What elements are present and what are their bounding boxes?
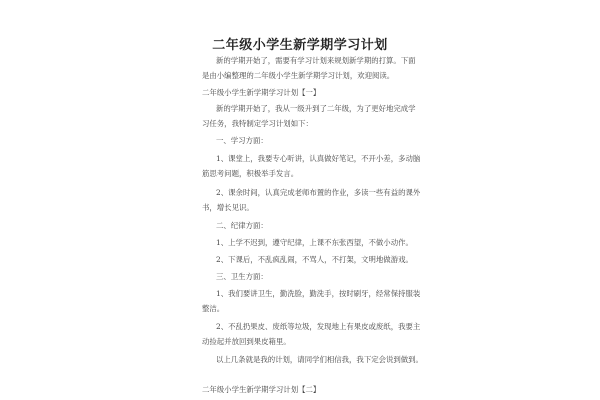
paragraph-line: 动捡起并放回到果皮箱里。 [202,337,291,346]
section-heading: 二年级小学生新学期学习计划【二】 [202,385,321,394]
paragraph-line: 以上几条就是我的计划，请同学们相信我，我下定会说到做到。 [216,355,423,364]
paragraph-line: 整洁。 [202,304,225,313]
paragraph-line: 2、课余时间，认真完成老师布置的作业，多读一些有益的课外 [216,188,421,197]
document-title: 二年级小学生新学期学习计划 [212,38,388,53]
subheading: 三、卫生方面： [216,272,268,281]
section-heading: 二年级小学生新学期学习计划【一】 [202,88,321,97]
paragraph-line: 2、不乱扔果皮、废纸等垃圾，发现地上有果皮或废纸，我要主 [216,322,421,331]
paragraph-line: 书，增长见识。 [202,203,254,212]
paragraph-line: 习任务，我特制定学习计划如下： [202,119,313,128]
paragraph-line: 1、我们要讲卫生，勤洗脸，勤洗手，按时刷牙，经常保持服装 [216,289,421,298]
subheading: 二、纪律方面： [216,221,268,230]
paragraph-line: 2、下课后，不乱疯乱闹，不骂人，不打架，文明地做游戏。 [216,255,413,264]
paragraph-line: 筋思考问题，积极举手发言。 [202,169,299,178]
paragraph-line: 1、课堂上，我要专心听讲，认真做好笔记，不开小差，多动脑 [216,154,421,163]
paragraph-line: 新的学期开始了，我从一级升到了二年级，为了更好地完成学 [216,104,416,113]
paragraph-line: 1、上学不迟到，遵守纪律，上课不东张西望，不做小动作。 [216,238,413,247]
subheading: 一、学习方面： [216,136,268,145]
paragraph-line: 是由小编整理的二年级小学生新学期学习计划，欢迎阅读。 [202,71,395,80]
paragraph-line: 新的学期开始了，需要有学习计划来规划新学期的打算。下面 [216,56,416,65]
